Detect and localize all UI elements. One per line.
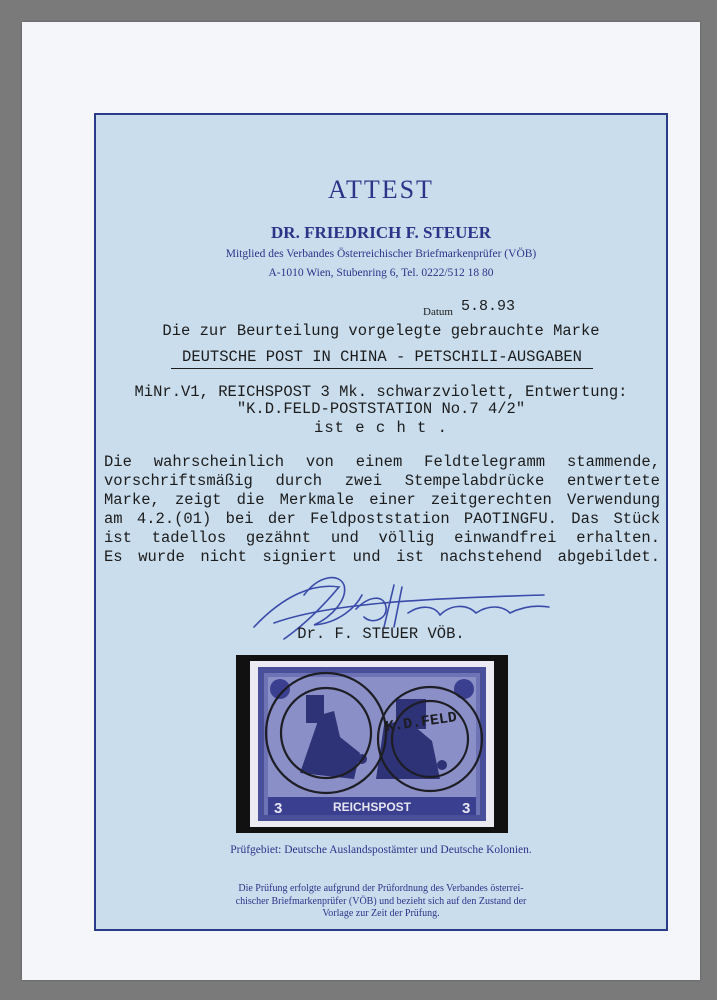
membership-line: Mitglied des Verbandes Österreichischer Briefmarkenprüfer (VÖB) [225,248,537,260]
disclaimer-line: chischer Briefmarkenprüfer (VÖB) und bezieht sich auf den Zustand der [235,895,527,907]
paragraph-line: vorschriftsmäßig durch zwei Stempelabdrücke entwertete [104,472,660,490]
disclaimer-line: Die Prüfung erfolgte aufgrund der Prüfordnung des Verbandes österrei- [238,883,524,894]
disclaimer-line: Vorlage zur Zeit der Prüfung. [322,908,440,919]
issue-title: DEUTSCHE POST IN CHINA - PETSCHILI-AUSGABEN [171,348,593,369]
catalog-line-1: MiNr.V1, REICHSPOST 3 Mk. schwarzviolett, Entwertung: [134,383,628,401]
paragraph-line: Es wurde nicht signiert und ist nachstehend abgebildet. [104,548,660,566]
paragraph-line: ist tadellos gezähnt und völlig einwandfrei erhalten. [104,529,660,547]
catalog-line-2: "K.D.FELD-POSTSTATION No.7 4/2" [236,400,526,418]
paragraph-line: am 4.2.(01) bei der Feldpoststation PAOTINGFU. Das Stück [104,510,660,528]
certificate-title: ATTEST [328,175,434,204]
postmark-text: K.D.FELD [384,709,459,736]
examination-scope: Prüfgebiet: Deutsche Auslandspostämter und Deutsche Kolonien. [230,844,532,856]
stamp-image [236,655,508,833]
address-line: A-1010 Wien, Stubenring 6, Tel. 0222/512 18 80 [268,267,494,279]
intro-text: Die zur Beurteilung vorgelegte gebrauchte Marke [162,322,600,340]
svg-text:3: 3 [274,800,283,817]
svg-text:3: 3 [462,800,471,817]
stamp-inscription: REICHSPOST [332,800,412,814]
verdict-text: ist e c h t . [314,419,448,437]
paragraph-line: Marke, zeigt die Merkmale einer zeitgerechten Verwendung [104,491,660,509]
disclaimer [96,883,666,921]
paragraph-line: Die wahrscheinlich von einem Feldtelegramm stammende, [104,453,660,471]
certificate-frame [94,113,668,931]
date-value: 5.8.93 [461,298,516,315]
examiner-name: DR. FRIEDRICH F. STEUER [271,223,491,242]
date-label: Datum [423,306,453,318]
signature-label: Dr. F. STEUER VÖB. [297,625,465,643]
certificate-paper [22,22,700,980]
